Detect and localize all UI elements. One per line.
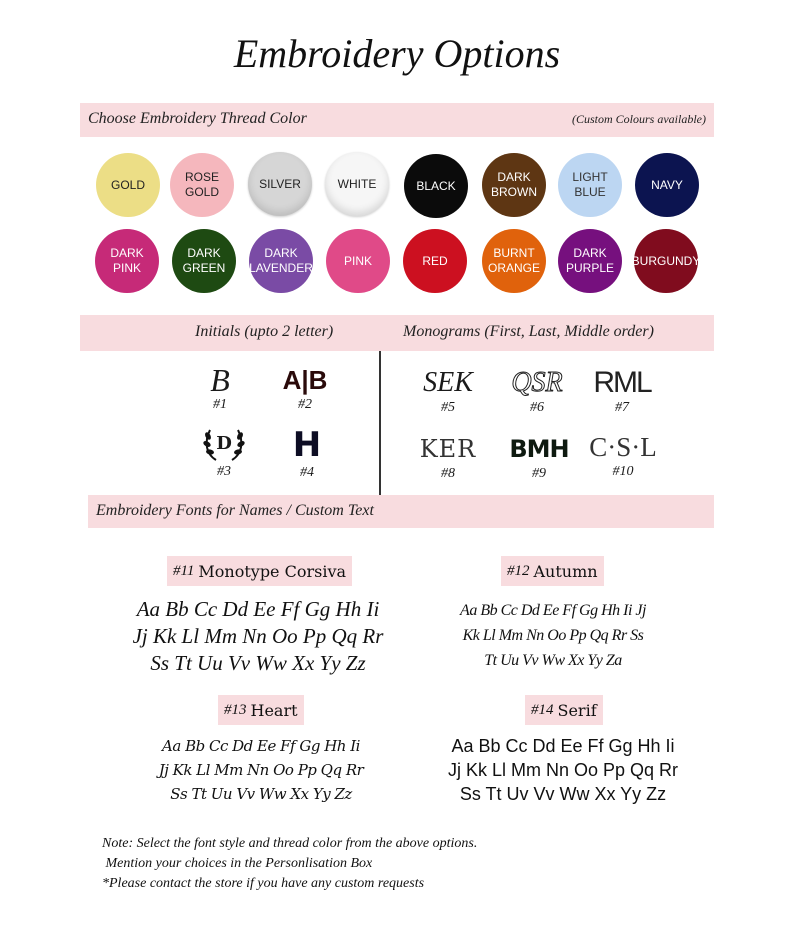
style-number: #5	[441, 400, 455, 415]
style-number: #10	[612, 464, 634, 479]
font-label-11[interactable]	[167, 556, 352, 586]
color-swatch-dark-brown[interactable]	[482, 153, 546, 217]
font-number: #12	[507, 562, 530, 579]
initial-glyph: A|B	[282, 365, 328, 395]
style-number: #9	[532, 466, 546, 481]
initial-style-2[interactable]	[270, 363, 340, 413]
swatch-label: NAVY	[651, 177, 683, 192]
initial-style-4[interactable]	[282, 425, 332, 481]
style-number: #2	[298, 397, 312, 412]
monogram-style-7[interactable]	[588, 366, 656, 416]
sample-line: Jj Kk Ll Mm Nn Oo Pp Qq Rr	[447, 760, 679, 780]
monogram-glyph: C·S·L	[589, 432, 657, 462]
sample-line: Ss Tt Uv Vv Ww Xx Yy Zz	[459, 784, 667, 804]
note-line: Mention your choices in the Personlisation Box	[102, 856, 373, 871]
color-swatch-dark-purple[interactable]	[558, 229, 622, 293]
font-sample-13	[102, 734, 420, 806]
font-sample-12	[408, 598, 698, 673]
monograms-heading: Monograms (First, Last, Middle order)	[403, 323, 654, 340]
section-divider	[379, 351, 381, 496]
style-number: #3	[217, 464, 231, 479]
sample-line: Jj Kk Ll Mm Nn Oo Pp Qq Rr	[132, 624, 384, 648]
swatch-label: BURGUNDY	[631, 253, 701, 268]
color-swatch-burgundy[interactable]	[631, 229, 701, 293]
sample-line: Tt Uu Vv Ww Xx Yy Za	[484, 652, 622, 669]
style-number: #7	[615, 400, 629, 415]
swatch-label: DARK LAVENDER	[249, 246, 313, 275]
note-line: Note: Select the font style and thread color from the above options.	[102, 836, 478, 851]
style-number: #8	[441, 466, 455, 481]
swatch-label: WHITE	[337, 176, 377, 191]
swatch-label: GOLD	[110, 177, 145, 192]
sample-line: Jj Kk Ll Mm Nn Oo Pp Qq Rr	[158, 761, 364, 779]
sample-line: Aa Bb Cc Dd Ee Ff Gg Hh Ii	[136, 597, 380, 621]
initials-heading: Initials (upto 2 letter)	[195, 323, 334, 340]
monogram-style-8[interactable]	[412, 432, 484, 482]
font-label-14[interactable]	[525, 695, 603, 725]
monogram-glyph: SEK	[423, 367, 473, 398]
initial-glyph: D	[216, 433, 232, 454]
color-swatch-dark-lavender[interactable]	[249, 229, 313, 293]
font-sample-14	[418, 734, 708, 806]
monogram-glyph: BMH	[509, 435, 569, 463]
custom-colours-note: (Custom Colours available)	[572, 112, 706, 126]
initial-glyph: B	[210, 362, 230, 398]
monogram-style-5[interactable]	[412, 366, 484, 416]
color-swatch-black[interactable]	[404, 154, 468, 218]
thread-color-header	[80, 103, 714, 137]
sample-line: Kk Ll Mm Nn Oo Pp Qq Rr Ss	[462, 627, 644, 644]
style-number: #1	[213, 397, 227, 412]
font-name: Heart	[250, 700, 298, 720]
font-label-13[interactable]	[218, 695, 304, 725]
monogram-style-6[interactable]	[500, 366, 574, 416]
font-name: Monotype Corsiva	[198, 561, 347, 581]
note-line: *Please contact the store if you have any custom requests	[102, 876, 425, 891]
sample-line: Aa Bb Cc Dd Ee Ff Gg Hh Ii	[162, 737, 360, 755]
style-number: #6	[530, 400, 544, 415]
swatch-label: PINK	[343, 253, 372, 268]
swatch-label: RED	[422, 253, 448, 268]
color-swatch-navy[interactable]	[635, 153, 699, 217]
monogram-style-9[interactable]	[504, 432, 574, 482]
thread-color-heading: Choose Embroidery Thread Color	[88, 110, 307, 127]
font-label-12[interactable]	[501, 556, 604, 586]
font-name: Serif	[557, 700, 597, 720]
color-swatch-dark-pink[interactable]	[95, 229, 159, 293]
color-swatch-pink[interactable]	[326, 229, 390, 293]
sample-line: Ss Tt Uu Vv Ww Xx Yy Zz	[150, 651, 366, 675]
swatch-label: BLACK	[416, 178, 456, 193]
font-number: #14	[531, 701, 554, 718]
color-swatch-silver[interactable]	[248, 152, 312, 216]
monogram-glyph: KER	[419, 435, 477, 463]
font-name: Autumn	[533, 561, 598, 581]
swatch-label: LIGHT BLUE	[572, 170, 608, 199]
monogram-style-10[interactable]	[588, 430, 658, 480]
fonts-heading: Embroidery Fonts for Names / Custom Text	[96, 502, 374, 519]
swatch-label: ROSE GOLD	[184, 170, 219, 199]
swatch-label: DARK PINK	[110, 246, 144, 275]
swatch-label: DARK PURPLE	[565, 246, 615, 275]
initial-style-3[interactable]	[196, 424, 252, 480]
style-number: #4	[300, 465, 314, 480]
color-swatch-burnt-orange[interactable]	[482, 229, 546, 293]
color-swatch-rose-gold[interactable]	[170, 153, 234, 217]
fonts-header	[88, 495, 714, 528]
swatch-label: BURNT ORANGE	[487, 246, 540, 275]
page-title: Embroidery Options	[233, 31, 561, 76]
laurel-monogram	[196, 424, 252, 464]
color-swatch-red[interactable]	[403, 229, 467, 293]
swatch-label: DARK GREEN	[182, 246, 226, 275]
instructions-note	[102, 834, 477, 894]
initial-style-1[interactable]	[190, 363, 250, 413]
sample-line: Aa Bb Cc Dd Ee Ff Gg Hh Ii	[451, 736, 675, 756]
color-swatch-dark-green[interactable]	[172, 229, 236, 293]
initials-monograms-header	[80, 315, 714, 351]
color-swatch-white[interactable]	[325, 152, 389, 216]
swatch-label: SILVER	[259, 176, 301, 191]
font-sample-11	[98, 596, 418, 677]
swatch-label: DARK BROWN	[491, 170, 537, 199]
monogram-glyph: RML	[593, 366, 651, 399]
sample-line: Ss Tt Uu Vv Ww Xx Yy Zz	[170, 785, 352, 803]
color-swatch-light-blue[interactable]	[558, 153, 622, 217]
font-number: #11	[173, 562, 195, 579]
sample-line: Aa Bb Cc Dd Ee Ff Gg Hh Ii Jj	[460, 602, 646, 619]
font-number: #13	[224, 701, 247, 718]
monogram-glyph: QSR	[511, 367, 563, 398]
color-swatch-gold[interactable]	[96, 153, 160, 217]
initial-glyph: H	[292, 425, 322, 465]
